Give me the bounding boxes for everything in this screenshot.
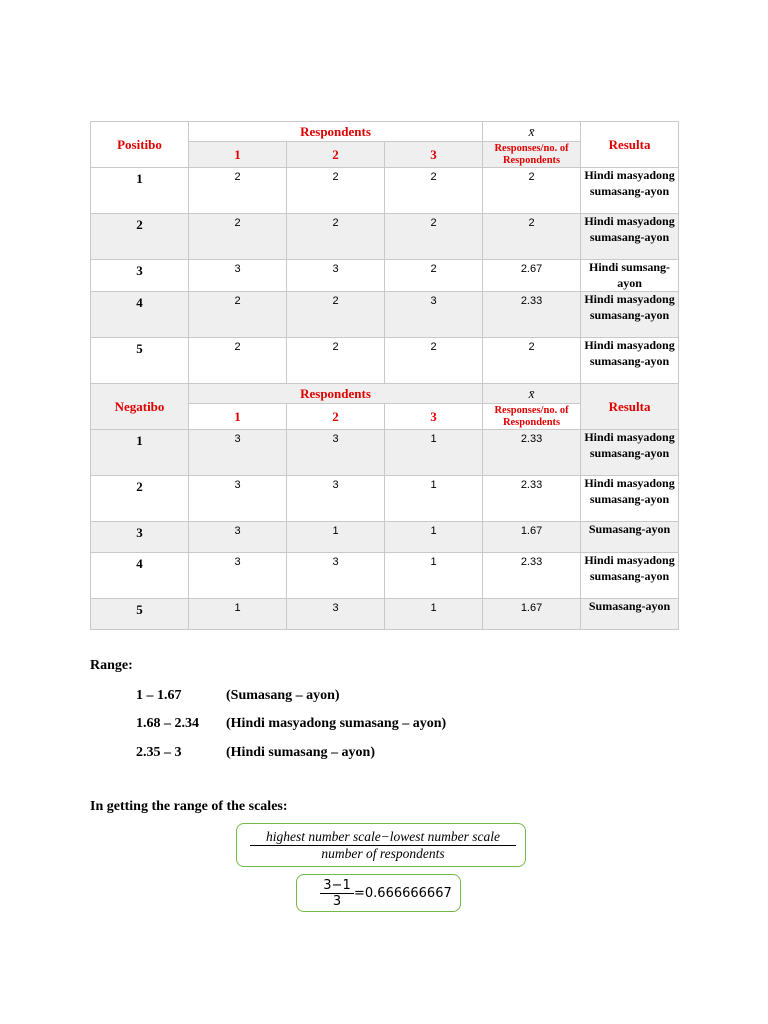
calc-numerator: 3−1	[323, 878, 351, 893]
response-cell: 3	[189, 260, 287, 292]
mean-cell: 2	[483, 214, 581, 260]
row-number: 5	[91, 599, 189, 630]
range-value: 1.68 – 2.34	[136, 716, 199, 731]
row-number: 4	[91, 553, 189, 599]
range-item	[136, 716, 446, 732]
response-cell: 3	[189, 476, 287, 522]
calc-denominator: 3	[320, 893, 354, 909]
respondent-number-header: 1	[189, 142, 287, 168]
calc-fraction	[320, 878, 354, 909]
result-cell: Hindi masyadong sumasang-ayon	[581, 476, 679, 522]
response-cell: 2	[189, 214, 287, 260]
range-formula	[250, 829, 516, 862]
range-meaning: (Sumasang – ayon)	[226, 688, 340, 703]
response-cell: 1	[385, 522, 483, 553]
respondent-number-header: 1	[189, 404, 287, 430]
row-number: 2	[91, 476, 189, 522]
response-cell: 2	[189, 338, 287, 384]
range-value: 2.35 – 3	[136, 745, 182, 760]
respondent-number-header: 2	[287, 142, 385, 168]
response-cell: 3	[287, 430, 385, 476]
result-cell: Hindi masyadong sumasang-ayon	[581, 553, 679, 599]
mean-cell: 2.33	[483, 476, 581, 522]
range-title: Range:	[90, 658, 133, 673]
response-cell: 2	[189, 168, 287, 214]
respondent-number-header: 3	[385, 404, 483, 430]
response-cell: 2	[189, 292, 287, 338]
result-cell: Hindi masyadong sumasang-ayon	[581, 338, 679, 384]
result-header: Resulta	[581, 122, 679, 168]
row-number: 3	[91, 260, 189, 292]
mean-cell: 2.33	[483, 553, 581, 599]
result-cell: Hindi masyadong sumasang-ayon	[581, 214, 679, 260]
response-cell: 2	[385, 168, 483, 214]
response-cell: 2	[385, 338, 483, 384]
xbar-symbol: x̄	[483, 122, 581, 142]
response-cell: 1	[287, 522, 385, 553]
mean-cell: 2.33	[483, 292, 581, 338]
response-cell: 3	[385, 292, 483, 338]
response-cell: 2	[287, 338, 385, 384]
range-meaning: (Hindi masyadong sumasang – ayon)	[226, 716, 447, 731]
mean-cell: 2	[483, 338, 581, 384]
result-header: Resulta	[581, 384, 679, 430]
mean-cell: 2	[483, 168, 581, 214]
response-cell: 3	[287, 599, 385, 630]
response-cell: 2	[385, 214, 483, 260]
row-number: 5	[91, 338, 189, 384]
response-cell: 2	[287, 214, 385, 260]
result-cell: Hindi masyadong sumasang-ayon	[581, 292, 679, 338]
mean-header: Responses/no. of Respondents	[483, 142, 581, 168]
negative-label: Negatibo	[91, 384, 189, 430]
mean-cell: 1.67	[483, 522, 581, 553]
response-cell: 2	[385, 260, 483, 292]
response-cell: 1	[385, 599, 483, 630]
row-number: 4	[91, 292, 189, 338]
calc-result: =0.666666667	[354, 886, 452, 901]
response-cell: 3	[287, 553, 385, 599]
formula-numerator: highest number scale−lowest number scale	[265, 829, 501, 844]
response-cell: 2	[287, 292, 385, 338]
mean-header: Responses/no. of Respondents	[483, 404, 581, 430]
positive-label: Positibo	[91, 122, 189, 168]
formula-denominator: number of respondents	[250, 845, 516, 862]
response-cell: 3	[287, 260, 385, 292]
scales-intro: In getting the range of the scales:	[90, 799, 288, 814]
result-cell: Sumasang-ayon	[581, 522, 679, 553]
response-cell: 3	[189, 522, 287, 553]
response-cell: 3	[287, 476, 385, 522]
xbar-symbol: x̄	[483, 384, 581, 404]
result-cell: Sumasang-ayon	[581, 599, 679, 630]
row-number: 1	[91, 430, 189, 476]
respondents-header: Respondents	[189, 122, 483, 142]
result-cell: Hindi masyadong sumasang-ayon	[581, 168, 679, 214]
response-cell: 1	[385, 430, 483, 476]
response-cell: 1	[385, 553, 483, 599]
range-item	[136, 688, 340, 704]
result-cell: Hindi masyadong sumasang-ayon	[581, 430, 679, 476]
mean-cell: 2.67	[483, 260, 581, 292]
result-cell: Hindi sumsang-ayon	[581, 260, 679, 292]
respondents-header: Respondents	[189, 384, 483, 404]
response-cell: 1	[385, 476, 483, 522]
response-cell: 3	[189, 430, 287, 476]
range-meaning: (Hindi sumasang – ayon)	[226, 745, 375, 760]
row-number: 2	[91, 214, 189, 260]
mean-cell: 1.67	[483, 599, 581, 630]
response-cell: 2	[287, 168, 385, 214]
range-item	[136, 745, 375, 761]
respondent-number-header: 2	[287, 404, 385, 430]
respondent-number-header: 3	[385, 142, 483, 168]
row-number: 1	[91, 168, 189, 214]
response-cell: 3	[189, 553, 287, 599]
range-value: 1 – 1.67	[136, 688, 182, 703]
mean-cell: 2.33	[483, 430, 581, 476]
row-number: 3	[91, 522, 189, 553]
survey-results-table	[90, 121, 679, 630]
response-cell: 1	[189, 599, 287, 630]
